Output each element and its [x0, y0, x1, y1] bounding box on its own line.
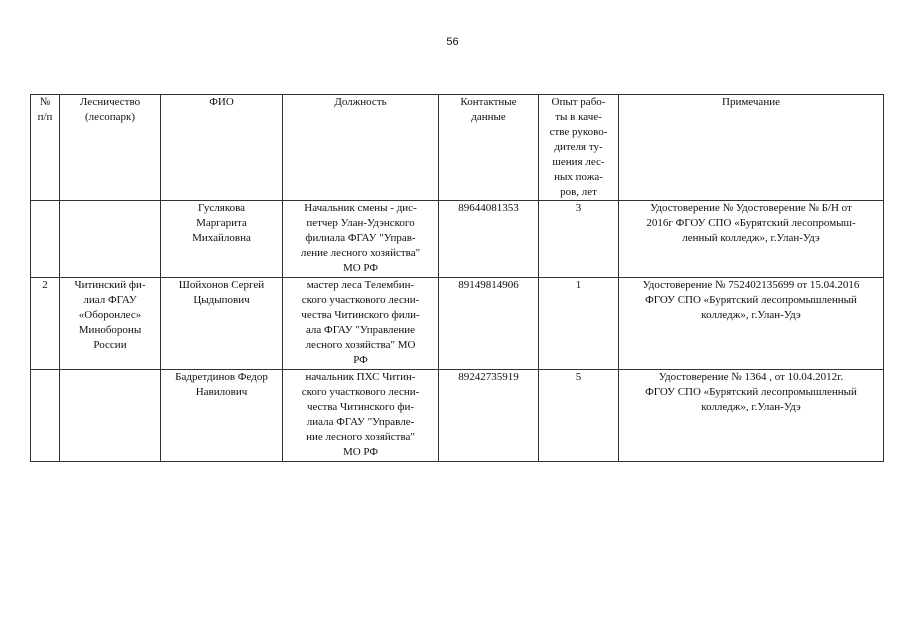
personnel-table	[30, 94, 884, 462]
cell-note: Удостоверение № Удостоверение № Б/Н от 2016г ФГОУ СПО «Бурятский лесопромыш- ленный колледж», г.Улан-Удэ	[619, 201, 884, 278]
header-note: Примечание	[619, 95, 884, 201]
header-position: Должность	[283, 95, 439, 201]
table-row	[31, 370, 884, 462]
cell-forestry: Читинский фи- лиал ФГАУ «Оборонлес» Минобороны России	[60, 278, 161, 370]
cell-contacts: 89644081353	[439, 201, 539, 278]
table-row	[31, 201, 884, 278]
cell-experience: 5	[539, 370, 619, 462]
cell-forestry	[60, 370, 161, 462]
cell-note: Удостоверение № 1364 , от 10.04.2012г. ФГОУ СПО «Бурятский лесопромышленный колледж», г.Улан-Удэ	[619, 370, 884, 462]
cell-number	[31, 370, 60, 462]
cell-name: Бадретдинов Федор Навилович	[161, 370, 283, 462]
header-experience: Опыт рабо- ты в каче- стве руково- дителя ту- шения лес- ных пожа- ров, лет	[539, 95, 619, 201]
cell-number: 2	[31, 278, 60, 370]
header-name: ФИО	[161, 95, 283, 201]
cell-experience: 1	[539, 278, 619, 370]
cell-forestry	[60, 201, 161, 278]
cell-experience: 3	[539, 201, 619, 278]
page-number: 56	[446, 36, 459, 48]
cell-contacts: 89242735919	[439, 370, 539, 462]
table-row	[31, 278, 884, 370]
header-number: № п/п	[31, 95, 60, 201]
cell-position: начальник ПХС Читин- ского участкового лесни- чества Читинского фи- лиала ФГАУ "Управле- ние лесного хозяйства" МО РФ	[283, 370, 439, 462]
header-forestry: Лесничество (лесопарк)	[60, 95, 161, 201]
cell-position: Начальник смены - дис- петчер Улан-Удэнского филиала ФГАУ "Управ- ление лесного хозяйства" МО РФ	[283, 201, 439, 278]
header-row	[31, 95, 884, 201]
cell-name: Гуслякова Маргарита Михайловна	[161, 201, 283, 278]
cell-contacts: 89149814906	[439, 278, 539, 370]
cell-number	[31, 201, 60, 278]
cell-position: мастер леса Телембин- ского участкового лесни- чества Читинского фили- ала ФГАУ "Управление лесного хозяйства" МО РФ	[283, 278, 439, 370]
cell-note: Удостоверение № 752402135699 от 15.04.2016 ФГОУ СПО «Бурятский лесопромышленный колледж», г.Улан-Удэ	[619, 278, 884, 370]
cell-name: Шойхонов Сергей Цыдыпович	[161, 278, 283, 370]
header-contacts: Контактные данные	[439, 95, 539, 201]
